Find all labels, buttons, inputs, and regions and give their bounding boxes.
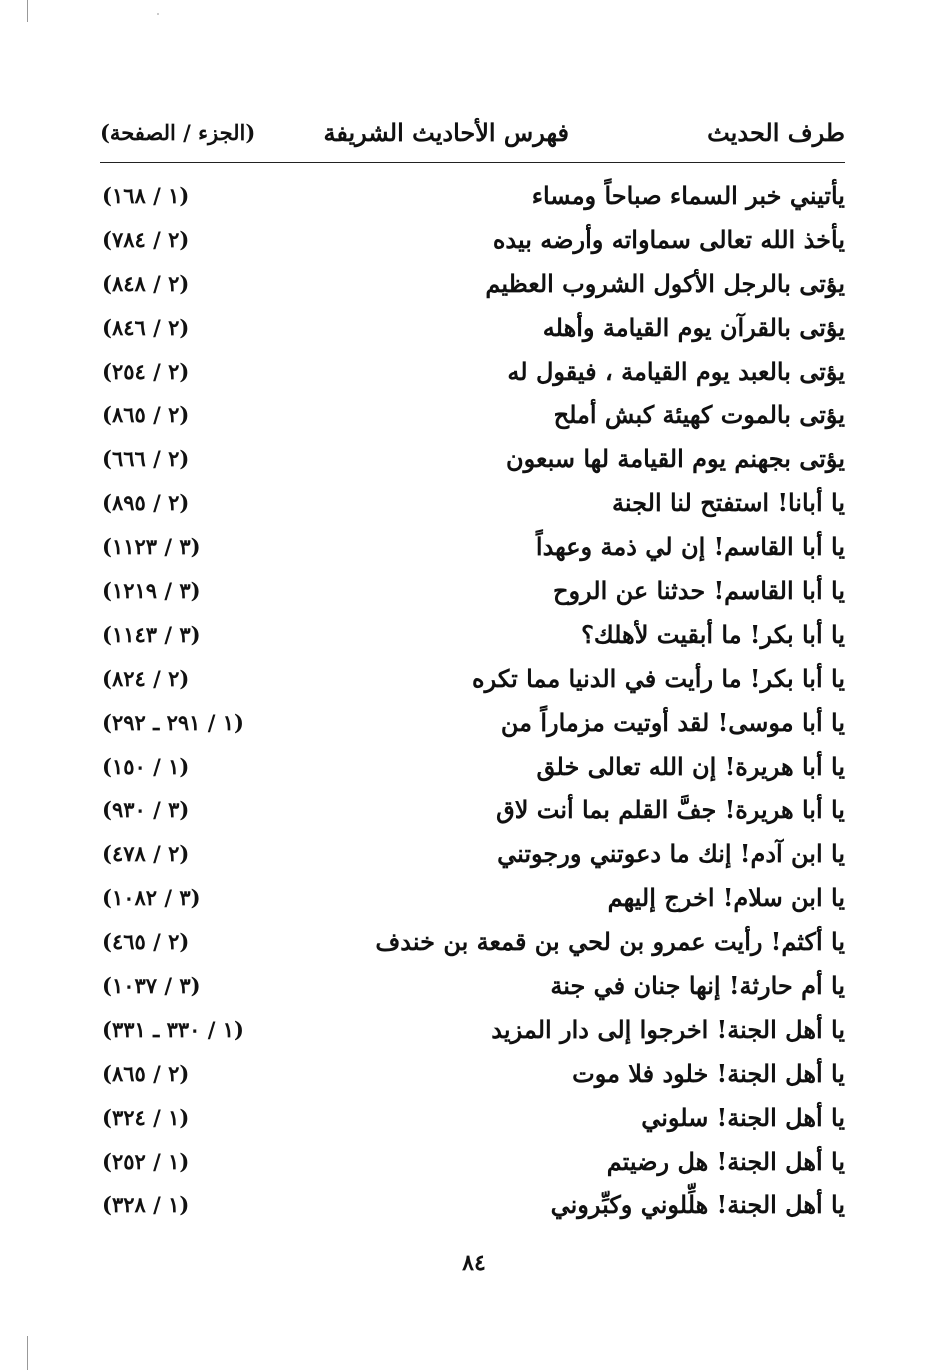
- hadith-text: يأتيني خبر السماء صباحاً ومساء: [531, 181, 845, 210]
- list-item: [100, 309, 845, 353]
- index-page: [100, 118, 845, 1220]
- volume-page-reference: (٣ / ١١٢٣): [102, 534, 201, 560]
- hadith-text: يا أهل الجنة! خلود فلا موت: [572, 1058, 845, 1088]
- list-item: [100, 1143, 845, 1187]
- list-item: [100, 484, 845, 528]
- hadith-text: يا أبا بكر! ما رأيت في الدنيا مما تكره: [472, 663, 845, 693]
- volume-page-reference: (١ / ٢٥٢): [102, 1148, 190, 1174]
- hadith-text: يؤتى بالرجل الأكول الشروب العظيم: [485, 268, 845, 298]
- list-item: [100, 704, 845, 748]
- list-item: [100, 265, 845, 309]
- volume-page-reference: (٢ / ٧٨٤): [102, 226, 190, 252]
- scan-edge-line-top: [27, 0, 28, 22]
- volume-page-reference: (٢ / ٨٢٤): [102, 665, 190, 691]
- hadith-text: يا أكثم! رأيت عمرو بن لحي بن قمعة بن خندف: [375, 927, 845, 957]
- volume-page-reference: (١ / ٣٣٠ ـ ٣٣١): [102, 1016, 244, 1042]
- list-item: [100, 660, 845, 704]
- hadith-text: يا أبا القاسم! إن لي ذمة وعهداً: [535, 532, 845, 562]
- hadith-text: يا أهل الجنة! اخرجوا إلى دار المزيد: [491, 1014, 845, 1044]
- volume-page-reference: (٢ / ٢٥٤): [102, 358, 190, 384]
- volume-page-reference: (٢ / ٤٧٨): [102, 841, 190, 867]
- volume-page-reference: (١ / ١٦٨): [102, 183, 190, 208]
- volume-page-reference: (٣ / ٩٣٠): [102, 797, 190, 823]
- volume-page-reference: (٢ / ٨٩٥): [102, 490, 190, 516]
- hadith-text: يؤتى بالعبد يوم القيامة ، فيقول له: [507, 356, 845, 386]
- list-item: [100, 353, 845, 397]
- header-column-hadith: طرف الحديث: [707, 118, 845, 147]
- hadith-text: يا ابن آدم! إنك ما دعوتني ورجوتني: [497, 839, 845, 869]
- hadith-text: يا أهل الجنة! سلوني: [641, 1102, 845, 1132]
- volume-page-reference: (٢ / ٤٦٥): [102, 929, 190, 955]
- volume-page-reference: (٣ / ١١٤٣): [102, 621, 201, 647]
- hadith-text: يا أبا هريرة! جفَّ القلم بما أنت لاق: [496, 795, 845, 825]
- list-item: [100, 1011, 845, 1055]
- volume-page-reference: (٢ / ٦٦٦): [102, 446, 190, 472]
- volume-page-reference: (١ / ٣٢٤): [102, 1104, 190, 1130]
- list-item: [100, 528, 845, 572]
- volume-page-reference: (٢ / ٨٦٥): [102, 402, 190, 428]
- header-divider: [100, 162, 845, 163]
- list-item: [100, 1099, 845, 1143]
- hadith-index-list: [100, 177, 845, 1230]
- hadith-text: يا أبا بكر! ما أبقيت لأهلك؟: [581, 619, 845, 649]
- volume-page-reference: (١ / ٢٩١ ـ ٢٩٢): [102, 709, 244, 735]
- list-item: [100, 396, 845, 440]
- list-item: [100, 440, 845, 484]
- hadith-text: يا أهل الجنة! هل رضيتم: [606, 1146, 845, 1176]
- volume-page-reference: (٣ / ١٢١٩): [102, 578, 201, 604]
- header-title: فهرس الأحاديث الشريفة: [323, 118, 569, 147]
- list-item: [100, 923, 845, 967]
- scan-speck: [157, 13, 159, 15]
- hadith-text: يا أم حارثة! إنها جنان في جنة: [550, 971, 845, 1001]
- hadith-text: يا أبا القاسم! حدثنا عن الروح: [552, 576, 845, 606]
- scan-edge-line-bottom: [27, 1336, 28, 1370]
- list-item: [100, 1055, 845, 1099]
- list-item: [100, 835, 845, 879]
- hadith-text: يؤتى بالموت كهيئة كبش أملح: [553, 400, 845, 430]
- hadith-text: يا أبانا! استفتح لنا الجنة: [612, 488, 845, 518]
- volume-page-reference: (٢ / ٨٤٦): [102, 314, 190, 340]
- hadith-text: يا أبا موسى! لقد أوتيت مزماراً من: [500, 707, 845, 737]
- list-item: [100, 221, 845, 265]
- page-number: ٨٤: [462, 1250, 486, 1276]
- hadith-text: يؤتى بالقرآن يوم القيامة وأهله: [542, 312, 845, 342]
- volume-page-reference: (٢ / ٨٦٥): [102, 1060, 190, 1086]
- list-item: [100, 177, 845, 221]
- volume-page-reference: (٢ / ٨٤٨): [102, 270, 190, 296]
- list-item: [100, 879, 845, 923]
- hadith-text: يأخذ الله تعالى سماواته وأرضه بيده: [492, 224, 845, 254]
- header-column-reference: (الجزء / الصفحة): [100, 120, 256, 145]
- list-item: [100, 748, 845, 792]
- list-item: [100, 616, 845, 660]
- volume-page-reference: (١ / ٣٢٨): [102, 1192, 190, 1218]
- page-header: [100, 118, 845, 158]
- hadith-text: يا أبا هريرة! إن الله تعالى خلق: [536, 751, 845, 781]
- list-item: [100, 1186, 845, 1230]
- hadith-text: يا ابن سلام! اخرج إليهم: [607, 883, 845, 913]
- list-item: [100, 791, 845, 835]
- volume-page-reference: (٣ / ١٠٨٢): [102, 885, 201, 911]
- hadith-text: يا أهل الجنة! هلِّلوني وكبِّروني: [550, 1190, 845, 1220]
- volume-page-reference: (٣ / ١٠٣٧): [102, 973, 201, 999]
- hadith-text: يؤتى بجهنم يوم القيامة لها سبعون: [506, 444, 845, 474]
- list-item: [100, 572, 845, 616]
- list-item: [100, 967, 845, 1011]
- volume-page-reference: (١ / ١٥٠): [102, 753, 190, 779]
